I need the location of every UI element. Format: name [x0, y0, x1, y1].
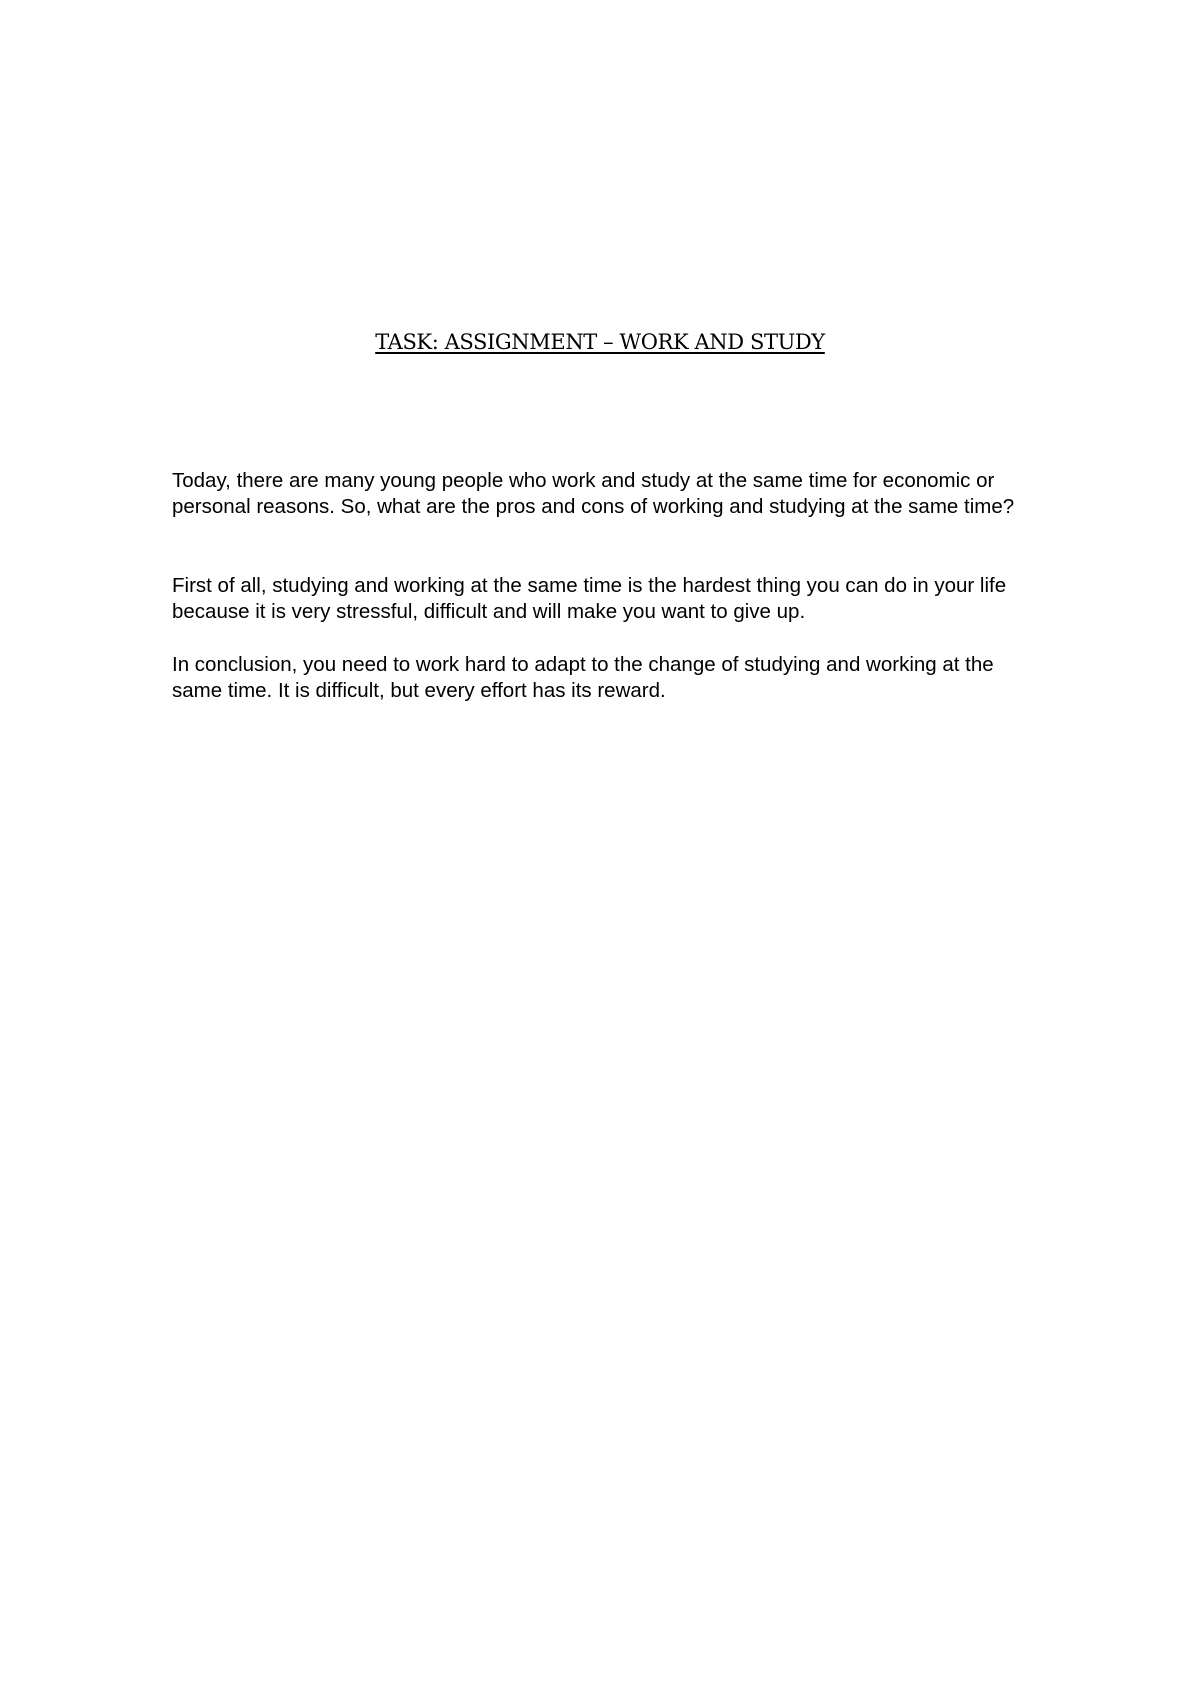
- paragraph-conclusion: In conclusion, you need to work hard to adapt to the change of studying and working at the same time. It is difficult, but every effort has its reward.: [172, 653, 994, 702]
- paragraph-body: First of all, studying and working at the same time is the hardest thing you can do in your life because it is very stressful, difficult and will make you want to give up.: [172, 574, 1007, 623]
- paragraph-introduction: Today, there are many young people who work and study at the same time for economic or personal reasons. So, what are the pros and cons of working and studying at the same time?: [172, 469, 1015, 518]
- document-title: TASK: ASSIGNMENT – WORK AND STUDY: [375, 330, 825, 354]
